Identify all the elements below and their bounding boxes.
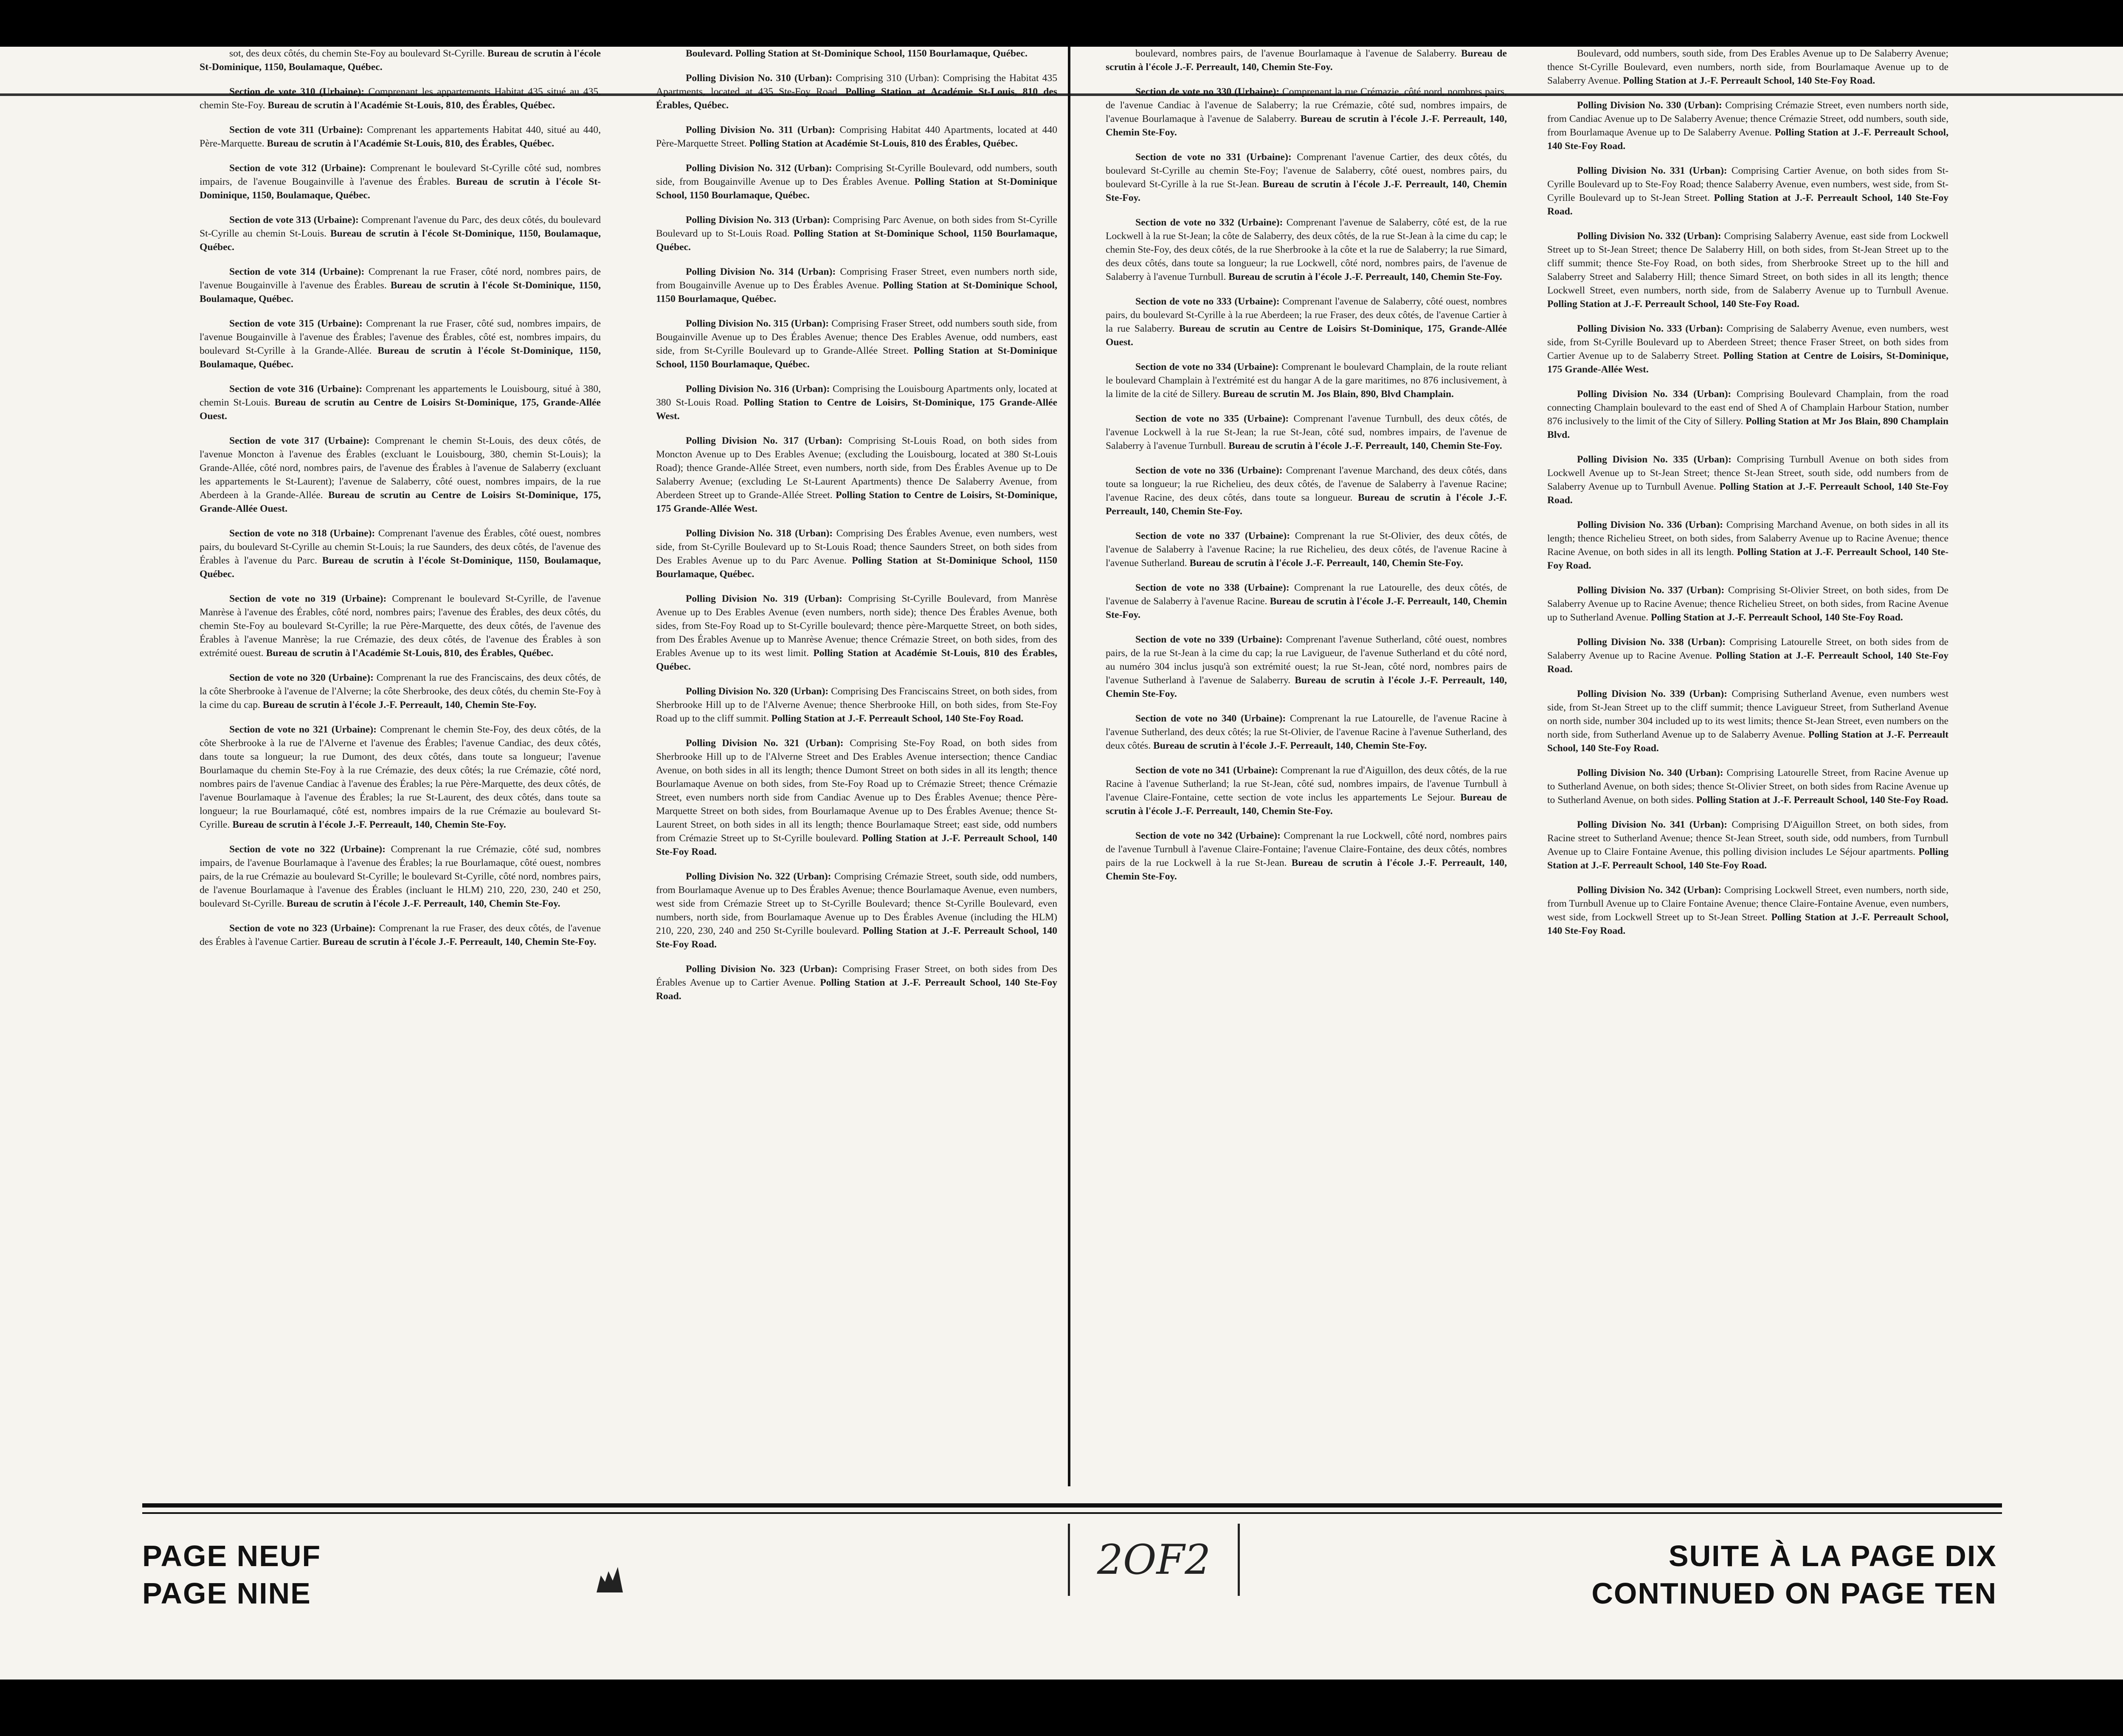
division-heading: Section de vote no 340 (Urbaine): — [1135, 713, 1286, 724]
division-paragraph — [656, 870, 1057, 951]
polling-station: Bureau de scrutin à l'école J.-F. Perreault, 140, Chemin Ste-Foy. — [1153, 740, 1427, 751]
division-paragraph — [1106, 47, 1507, 74]
division-heading: Section de vote no 341 (Urbaine): — [1135, 765, 1278, 776]
division-paragraph — [1547, 164, 1948, 218]
division-heading: Polling Division No. 319 (Urban): — [686, 593, 842, 604]
division-heading: Section de vote no 332 (Urbaine): — [1135, 217, 1283, 228]
polling-station: Polling Station at J.-F. Perreault School, 140 Ste-Foy Road. — [1623, 75, 1875, 86]
polling-station: Bureau de scrutin au Centre de Loisirs St-Dominique, 175, Grande-Allée Ouest. — [200, 397, 601, 422]
polling-station: Bureau de scrutin à l'école St-Dominique, 1150, Boulamaque, Québec. — [200, 48, 601, 73]
polling-station: Polling Station at Académie St-Louis, 810 des Érables, Québec. — [656, 86, 1057, 111]
division-heading: Polling Division No. 312 (Urban): — [686, 163, 832, 174]
polling-station: Polling Station at St-Dominique School, 1150 Bourlamaque, Québec. — [656, 176, 1057, 201]
polling-station: Polling Station at J.-F. Perreault School, 140 Ste-Foy Road. — [656, 977, 1057, 1002]
page-number-english: PAGE NINE — [142, 1577, 311, 1610]
polling-station: Boulevard. Polling Station at St-Dominique School, 1150 Bourlamaque, Québec. — [686, 48, 1028, 59]
division-heading: Section de vote no 322 (Urbaine): — [229, 844, 386, 855]
division-heading: Polling Division No. 336 (Urban): — [1577, 519, 1723, 530]
division-description: Comprising St-Cyrille Boulevard, from Manrèse Avenue up to Des Erables Avenue (even numbers, north side); thence Des Érables Avenue, both sides, from Ste-Foy Road up to St-Cyrille boulevard; thence père-Marquette Street, on both sides, from Des Érables Avenue up to Manrèse Avenue; thence Crémazie Street, on both sides, from des Erables Avenue up to its west limit. — [656, 593, 1057, 659]
division-description: Comprenant la rue des Franciscains, des deux côtés, de la côte Sherbrooke à l'avenue de l'Alverne; la côte Sherbrooke, des deux côtés, du chemin Ste-Foy à la cime du cap. — [200, 672, 601, 710]
division-description: Comprising Crémazie Street, south side, odd numbers, from Bourlamaque Avenue up to Des Érables Avenue; thence Bourlamaque Avenue, even numbers, west side from Crémazie Street up to St-Cyrille Boulevard; thence St-Cyrille Boulevard, even numbers, north side, from Bourlamaque Avenue up to Des Érables Avenue (including the HLM) 210, 220, 230, 240 and 250 St-Cyrille boulevard. — [656, 871, 1057, 936]
polling-station: Polling Station at St-Dominique School, 1150 Bourlamaque, Québec. — [656, 228, 1057, 253]
division-heading: Section de vote no 331 (Urbaine): — [1135, 152, 1292, 163]
division-heading: Polling Division No. 334 (Urban): — [1577, 389, 1732, 400]
division-heading: Section de vote 314 (Urbaine): — [229, 266, 365, 277]
division-description: Comprenant la rue Latourelle, de l'avenue Racine à l'avenue Sutherland, des deux côtés; la rue St-Olivier, de l'avenue Racine à l'avenue Sutherland, des deux côtés. — [1106, 713, 1507, 751]
polling-station: Bureau de scrutin à l'école J.-F. Perreault, 140, Chemin Ste-Foy. — [1228, 271, 1502, 282]
division-paragraph — [1547, 518, 1948, 572]
division-description: Comprising Ste-Foy Road, on both sides from Sherbrooke Hill up to de l'Alverne Street and Des Erables Avenue intersection; thence Candiac Avenue, on both sides in all its length; thence Dumont Street on both sides in all its length; thence Bourlamaque Avenue on both sides, from Ste-Foy Road up to Crémazie Street; thence Crémazie Street, even numbers north side from Candiac Avenue up to Des Érables Avenue; thence Père-Marquette Street on both sides, from Bourlamaque Avenue up to Des Érables Avenue; thence St-Laurent Street, on both sides in all its length; thence Bourlamaque Street; east side, odd numbers from Crémazie Street up to St-Cyrille boulevard. — [656, 738, 1057, 844]
division-description: Comprenant l'avenue de Salaberry, côté est, de la rue Lockwell à la rue St-Jean; la côte de Salaberry, des deux côtés, de la rue St-Jean à la cime du cap; le chemin Ste-Foy, des deux côtés, de la rue Sherbrooke à la côte et la rue de Salaberry; la rue Simard, des deux côtés, dans toute sa longueur; la rue Lockwell, côté nord, nombres pairs, de l'avenue de Salaberry à l'avenue Turnbull. — [1106, 217, 1507, 282]
division-heading: Section de vote no 337 (Urbaine): — [1135, 530, 1290, 541]
division-description: Comprenant l'avenue des Érables, côté ouest, nombres pairs, du boulevard St-Cyrille au chemin St-Louis; la rue Saunders, des deux côtés, de l'avenue des Érables à l'avenue du Parc. — [200, 528, 601, 566]
division-paragraph — [1106, 829, 1507, 883]
polling-station: Bureau de scrutin à l'école J.-F. Perreault, 140, Chemin Ste-Foy. — [287, 898, 560, 909]
division-paragraph — [200, 123, 601, 150]
polling-station: Bureau de scrutin à l'école St-Dominique, 1150, Boulamaque, Québec. — [200, 228, 601, 253]
division-heading: Polling Division No. 321 (Urban): — [686, 738, 844, 749]
division-paragraph — [656, 71, 1057, 112]
division-paragraph — [200, 265, 601, 306]
footer-rule-thin — [142, 1512, 2002, 1514]
division-description: Comprising Fraser Street, odd numbers south side, from Bougainville Avenue up to Des Érables Avenue; thence Des Erables Avenue, odd numbers, east side, from St-Cyrille Boulevard up to Grande-Allée Street. — [656, 318, 1057, 356]
division-description: Comprising Crémazie Street, even numbers north side, from Candiac Avenue up to De Salaberry Avenue; thence Crémazie Street, odd numbers, south side, from Bourlamaque Avenue up to De Salaberry Avenue. — [1547, 100, 1948, 138]
division-heading: Section de vote 315 (Urbaine): — [229, 318, 363, 329]
column-divider — [1068, 47, 1070, 1486]
division-description: Comprenant l'avenue du Parc, des deux côtés, du boulevard St-Cyrille au chemin St-Louis. — [200, 214, 601, 239]
division-heading: Polling Division No. 311 (Urban): — [686, 124, 836, 135]
polling-station: Bureau de scrutin à l'école J.-F. Perreault, 140, Chemin Ste-Foy. — [232, 819, 506, 830]
division-heading: Section de vote no 319 (Urbaine): — [229, 593, 387, 604]
column-english-left — [656, 47, 1057, 1491]
division-paragraph — [656, 736, 1057, 859]
division-description: Comprising Habitat 440 Apartments, located at 440 Père-Marquette Street. — [656, 124, 1057, 149]
division-paragraph — [656, 317, 1057, 371]
polling-station: Polling Station at J.-F. Perreault School, 140 Ste-Foy Road. — [1547, 547, 1948, 571]
page-number-french: PAGE NEUF — [142, 1539, 321, 1573]
division-description: Comprising Lockwell Street, even numbers, north side, from Turnbull Avenue up to Claire Fontaine Avenue; thence Claire-Fontaine Avenue, even numbers, west side, from Lockwell Street up to St-Jean Street. — [1547, 885, 1948, 923]
polling-station: Polling Station at J.-F. Perreault School, 140 Ste-Foy Road. — [656, 833, 1057, 857]
division-paragraph — [1106, 295, 1507, 349]
column-french-right — [1106, 47, 1507, 1491]
division-description: Comprising the Louisbourg Apartments only, located at 380 St-Louis Road. — [656, 383, 1057, 408]
polling-station: Bureau de scrutin M. Jos Blain, 890, Blvd Champlain. — [1223, 389, 1454, 400]
polling-station: Bureau de scrutin à l'école J.-F. Perreault, 140, Chemin Ste-Foy. — [1106, 857, 1507, 882]
polling-station: Bureau de scrutin au Centre de Loisirs St-Dominique, 175, Grande-Allée Ouest. — [1106, 323, 1507, 348]
polling-station: Bureau de scrutin à l'école J.-F. Perreault, 140, Chemin Ste-Foy. — [1106, 113, 1507, 138]
continued-french: SUITE À LA PAGE DIX — [1668, 1539, 1997, 1573]
division-description: Comprenant la rue Latourelle, des deux côtés, de l'avenue de Salaberry à l'avenue Racine. — [1106, 582, 1507, 607]
polling-station: Polling Station at Académie St-Louis, 810 des Érables, Québec. — [656, 648, 1057, 672]
page-number-block — [142, 1537, 321, 1612]
polling-station: Bureau de scrutin à l'école St-Dominique, 1150, Boulamaque, Québec. — [200, 176, 601, 201]
division-paragraph — [656, 592, 1057, 674]
division-heading: Polling Division No. 313 (Urban): — [686, 214, 830, 225]
reel-stamp: 2OF2 — [1068, 1524, 1240, 1596]
division-description: Comprenant l'avenue de Salaberry, côté ouest, nombres pairs, du boulevard St-Cyrille à la rue Aberdeen; la rue Fraser, des deux côtés, de l'avenue Cartier à la rue Salaberry. — [1106, 296, 1507, 334]
continued-notice — [1591, 1537, 1997, 1612]
division-heading: Polling Division No. 332 (Urban): — [1577, 231, 1721, 242]
division-paragraph — [200, 723, 601, 831]
division-paragraph — [200, 213, 601, 254]
polling-station: Polling Station at J.-F. Perreault School, 140 Ste-Foy Road. — [1547, 650, 1948, 675]
division-description: Comprenant le boulevard St-Cyrille, de l'avenue Manrèse à l'avenue des Érables, côté nord, nombres pairs; l'avenue des Érables, des deux côtés, du chemin Ste-Foy au boulevard St-Cyrille; la rue Père-Marquette, des deux côtés, de l'avenue des Érables à l'avenue Manrèse; la rue Crémazie, des deux côtés, de l'avenue des Érables à son extrémité ouest. — [200, 593, 601, 659]
division-paragraph — [200, 382, 601, 423]
polling-station: Polling Station at J.-F. Perreault School, 140 Ste-Foy Road. — [1696, 795, 1948, 806]
division-description: Comprenant l'avenue Sutherland, côté ouest, nombres pairs, de la rue St-Jean à la cime du cap; la rue Lavigueur, de l'avenue Sutherland et du côté nord, au numéro 304 inclus jusqu'à son extrémité ouest; la rue St-Jean, côté nord, nombres pairs de l'avenue Sutherland à l'avenue de Salaberry. — [1106, 634, 1507, 686]
polling-station: Bureau de scrutin à l'école St-Dominique, 1150, Boulamaque, Québec. — [200, 555, 601, 580]
division-paragraph — [200, 317, 601, 371]
polling-station: Bureau de scrutin à l'école J.-F. Perreault, 140, Chemin Ste-Foy. — [1106, 492, 1507, 517]
division-description: Comprenant les appartements Habitat 440, situé au 440, Père-Marquette. — [200, 124, 601, 149]
division-paragraph — [200, 527, 601, 581]
division-description: Comprenant le boulevard St-Cyrille côté sud, nombres impairs, de l'avenue Bougainville à l'avenue des Érables. — [200, 163, 601, 187]
division-paragraph — [1547, 635, 1948, 676]
division-description: Comprising Latourelle Street, from Racine Avenue up to Sutherland Avenue, on both sides; thence St-Olivier Street, on both sides from Racine Avenue up to Sutherland Avenue, on both sides. — [1547, 767, 1948, 806]
division-heading: Section de vote no 323 (Urbaine): — [229, 923, 376, 934]
division-description: Comprenant la rue Fraser, des deux côtés, de l'avenue des Érables à l'avenue Cartier. — [200, 923, 601, 947]
polling-station: Polling Station at Mr Jos Blain, 890 Champlain Blvd. — [1547, 416, 1948, 440]
division-description: Comprenant la rue d'Aiguillon, des deux côtés, de la rue Racine à l'avenue Sutherland; la rue St-Jean, côté sud, nombres impairs, de l'avenue Turnbull à l'avenue Claire-Fontaine, cette section de vote inclus les appartements Le Sejour. — [1106, 765, 1507, 803]
polling-station: Polling Station at J.-F. Perreault School, 140 Ste-Foy Road. — [656, 925, 1057, 950]
division-heading: Polling Division No. 339 (Urban): — [1577, 688, 1728, 699]
polling-station: Polling Station at St-Dominique School, 1150 Bourlamaque, Québec. — [656, 345, 1057, 370]
polling-station: Polling Station at J.-F. Perreault School, 140 Ste-Foy Road. — [1547, 729, 1948, 754]
polling-station: Polling Station at J.-F. Perreault School, 140 Ste-Foy Road. — [1547, 192, 1948, 217]
division-paragraph — [1106, 764, 1507, 818]
division-paragraph — [656, 962, 1057, 1003]
division-description: Comprenant le chemin Ste-Foy, des deux côtés, de la côte Sherbrooke à la rue de l'Alverne et l'avenue des Érables; l'avenue Candiac, des deux côtés, dans toute sa longueur; la rue Dumont, des deux côtés, dans toute sa longueur; l'avenue Bourlamaque du chemin Ste-Foy à la rue Crémazie, des deux côtés; la rue Crémazie, côté nord, nombres pairs de l'avenue Candiac à l'avenue des Érables; la rue Père-Marquette, des deux côtés, de l'avenue Bourlamaque à l'avenue des Érables; la rue St-Laurent, des deux côtés, dans toute sa longueur; la rue Bourlamaqué, côté est, nombres impairs de la rue Crémazie au boulevard St-Cyrille. — [200, 724, 601, 830]
polling-station: Polling Station at J.-F. Perreault School, 140 Ste-Foy Road. — [1547, 912, 1948, 936]
division-description: Comprising St-Cyrille Boulevard, odd numbers, south side, from Bougainville Avenue up to Des Érables Avenue. — [656, 163, 1057, 187]
division-heading: Section de vote no 342 (Urbaine): — [1135, 830, 1281, 841]
polling-station: Bureau de scrutin à l'école J.-F. Perreault, 140, Chemin Ste-Foy. — [1106, 675, 1507, 699]
division-description: Comprenant la rue Fraser, côté sud, nombres impairs, de l'avenue Bougainville à l'avenue des Érables; l'avenue des Érables, côté est, nombres impairs, du boulevard St-Cyrille à la Grande-Allée. — [200, 318, 601, 356]
division-paragraph — [656, 527, 1057, 581]
division-heading: Polling Division No. 335 (Urban): — [1577, 454, 1732, 465]
division-heading: Section de vote 317 (Urbaine): — [229, 435, 370, 446]
division-paragraph — [1106, 85, 1507, 139]
division-description: boulevard, nombres pairs, de l'avenue Bourlamaque à l'avenue de Salaberry. — [1135, 48, 1461, 59]
division-description: Comprenant la rue Crémazie, côté sud, nombres impairs, de l'avenue Bourlamaque à l'avenue des Érables; la rue Bourlamaque, côté ouest, nombres pairs, de la rue Crémazie au boulevard St-Cyrille; le boulevard St-Cyrille, côté nord, nombres pairs, de l'avenue Bourlamaque à l'avenue des Érables (incluant le HLM) 210, 220, 230, 240 et 250, boulevard St-Cyrille. — [200, 844, 601, 909]
division-description: Comprising Fraser Street, on both sides from Des Érables Avenue up to Cartier Avenue. — [656, 964, 1057, 988]
column-english-right — [1547, 47, 1948, 1491]
division-description: Comprenant l'avenue Cartier, des deux côtés, du boulevard St-Cyrille au chemin Ste-Foy; l'avenue de Salaberry, côté ouest, nombres pairs, du boulevard St-Cyrille à la rue St-Jean. — [1106, 152, 1507, 190]
division-paragraph — [1547, 687, 1948, 755]
division-description: Comprising St-Olivier Street, on both sides, from De Salaberry Avenue up to Racine Avenue; thence Richelieu Street, on both sides, from Racine Avenue up to Sutherland Avenue. — [1547, 585, 1948, 623]
division-description: sot, des deux côtés, du chemin Ste-Foy au boulevard St-Cyrille. — [229, 48, 487, 59]
footer-rule-thick — [142, 1503, 2002, 1508]
division-paragraph — [200, 161, 601, 202]
division-description: Comprising 310 (Urban): Comprising the Habitat 435 Apartments, located at 435 Ste-Foy Road. — [656, 73, 1057, 97]
polling-station: Bureau de scrutin à l'Académie St-Louis, 810, des Érables, Québec. — [266, 648, 554, 659]
division-heading: Section de vote no 339 (Urbaine): — [1135, 634, 1283, 645]
polling-station: Polling Station at J.-F. Perreault School, 140 Ste-Foy Road. — [1547, 299, 1799, 310]
division-paragraph — [200, 85, 601, 112]
division-paragraph — [656, 382, 1057, 423]
division-description: Boulevard, odd numbers, south side, from Des Erables Avenue up to De Salaberry Avenue; thence St-Cyrille Boulevard, even numbers, north side, from Bourlamaque Avenue up to de Salaberry Avenue. — [1547, 48, 1948, 86]
division-paragraph — [656, 265, 1057, 306]
polling-station: Polling Station to Centre de Loisirs, St-Dominique, 175 Grande-Allée West. — [656, 490, 1057, 514]
continued-english: CONTINUED ON PAGE TEN — [1591, 1577, 1997, 1610]
division-paragraph — [1547, 583, 1948, 624]
animal-logo-icon — [592, 1558, 626, 1597]
division-heading: Polling Division No. 317 (Urban): — [686, 435, 843, 446]
division-description: Comprising Fraser Street, even numbers north side, from Bougainville Avenue up to Des Érables Avenue. — [656, 266, 1057, 291]
division-heading: Polling Division No. 338 (Urban): — [1577, 637, 1726, 648]
division-description: Comprising Turnbull Avenue on both sides from Lockwell Avenue up to St-Jean Street; thence St-Jean Street, south side, odd numbers from de Salaberry Avenue up to Turnbull Avenue. — [1547, 454, 1948, 492]
division-paragraph — [656, 47, 1057, 60]
division-paragraph — [1547, 322, 1948, 376]
polling-station: Polling Station at J.-F. Perreault School, 140 Ste-Foy Road. — [1650, 612, 1903, 623]
polling-station: Bureau de scrutin à l'école St-Dominique, 1150, Boulamaque, Québec. — [200, 280, 601, 304]
newspaper-page — [0, 47, 2123, 1680]
division-paragraph — [656, 123, 1057, 150]
division-paragraph — [656, 213, 1057, 254]
division-paragraph — [1547, 229, 1948, 311]
division-heading: Polling Division No. 322 (Urban): — [686, 871, 831, 882]
division-heading: Section de vote no 336 (Urbaine): — [1135, 465, 1283, 476]
division-paragraph — [200, 434, 601, 516]
division-paragraph — [200, 47, 601, 74]
division-description: Comprenant la rue Lockwell, côté nord, nombres pairs de l'avenue Turnbull à l'avenue Claire-Fontaine; l'avenue Claire-Fontaine, des deux côtés, nombres pairs de la rue Lockwell à la rue St-Jean. — [1106, 830, 1507, 868]
division-heading: Section de vote 311 (Urbaine): — [229, 124, 363, 135]
division-description: Comprising Latourelle Street, on both sides from de Salaberry Avenue up to Racine Avenue. — [1547, 637, 1948, 661]
division-paragraph — [1547, 766, 1948, 807]
division-paragraph — [1547, 47, 1948, 87]
division-description: Comprenant les appartements le Louisbourg, situé à 380, chemin St-Louis. — [200, 383, 601, 408]
division-paragraph — [1547, 883, 1948, 938]
division-heading: Polling Division No. 323 (Urban): — [686, 964, 838, 975]
division-paragraph — [656, 434, 1057, 516]
polling-station: Bureau de scrutin à l'école St-Dominique, 1150, Boulamaque, Québec. — [200, 345, 601, 370]
division-heading: Section de vote 312 (Urbaine): — [229, 163, 366, 174]
polling-station: Polling Station at J.-F. Perreault School, 140 Ste-Foy Road. — [1547, 127, 1948, 152]
column-french-left — [200, 47, 601, 1491]
division-description: Comprenant l'avenue Turnbull, des deux côtés, de l'avenue Lockwell à la rue St-Jean; la rue St-Jean, côté sud, nombres impairs, de l'avenue de Salaberry à l'avenue Turnbull. — [1106, 413, 1507, 451]
division-heading: Polling Division No. 315 (Urban): — [686, 318, 829, 329]
division-description: Comprising de Salaberry Avenue, even numbers, west side, from St-Cyrille Boulevard up to Aberdeen Street; thence Fraser Street, on both sides from Cartier Avenue up to de Salaberry Street. — [1547, 323, 1948, 361]
division-heading: Section de vote no 321 (Urbaine): — [229, 724, 377, 735]
division-heading: Polling Division No. 320 (Urban): — [686, 686, 829, 697]
division-heading: Polling Division No. 318 (Urban): — [686, 528, 833, 539]
division-heading: Section de vote no 334 (Urbaine): — [1135, 361, 1279, 372]
polling-station: Bureau de scrutin à l'école J.-F. Perreault, 140, Chemin Ste-Foy. — [262, 699, 537, 710]
division-description: Comprising Cartier Avenue, on both sides from St-Cyrille Boulevard up to Ste-Foy Road; thence Salaberry Avenue, even numbers, west side, from St-Cyrille Boulevard up to St-Jean Street. — [1547, 165, 1948, 203]
division-heading: Section de vote no 320 (Urbaine): — [229, 672, 374, 683]
polling-station: Polling Station at Académie St-Louis, 810 des Érables, Québec. — [749, 138, 1018, 149]
division-description: Comprenant la rue Fraser, côté nord, nombres pairs, de l'avenue Bougainville à l'avenue des Érables. — [200, 266, 601, 291]
polling-station: Bureau de scrutin à l'école J.-F. Perreault, 140, Chemin Ste-Foy. — [1228, 440, 1502, 451]
division-heading: Section de vote no 330 (Urbaine): — [1135, 86, 1280, 97]
polling-station: Polling Station at St-Dominique School, 1150 Bourlamaque, Québec. — [656, 555, 1057, 580]
division-paragraph — [1547, 453, 1948, 507]
division-paragraph — [1106, 633, 1507, 701]
division-description: Comprenant les appartements Habitat 435 situé au 435, chemin Ste-Foy. — [200, 86, 601, 111]
division-heading: Polling Division No. 337 (Urban): — [1577, 585, 1725, 596]
polling-station: Bureau de scrutin à l'école J.-F. Perreault, 140, Chemin Ste-Foy. — [322, 936, 597, 947]
division-paragraph — [1106, 150, 1507, 205]
division-description: Comprenant la rue Crémazie, côté nord, nombres pairs, de l'avenue Candiac à l'avenue de Salaberry; la rue Crémazie, côté sud, nombres impairs, de l'avenue Bourlamaque à l'avenue de Salaberry. — [1106, 86, 1507, 124]
division-description: Comprising Parc Avenue, on both sides from St-Cyrille Boulevard up to St-Louis Road. — [656, 214, 1057, 239]
division-heading: Polling Division No. 310 (Urban): — [686, 73, 833, 84]
polling-station: Bureau de scrutin au Centre de Loisirs St-Dominique, 175, Grande-Allée Ouest. — [200, 490, 601, 514]
division-paragraph — [1106, 529, 1507, 570]
division-heading: Polling Division No. 340 (Urban): — [1577, 767, 1723, 778]
division-paragraph — [656, 685, 1057, 725]
division-paragraph — [1547, 818, 1948, 872]
polling-station: Polling Station at J.-F. Perreault School, 140 Ste-Foy Road. — [1547, 481, 1948, 506]
division-heading: Polling Division No. 316 (Urban): — [686, 383, 830, 395]
polling-station: Polling Station at Centre de Loisirs, St-Dominique, 175 Grande-Allée West. — [1547, 350, 1948, 375]
division-paragraph — [1547, 99, 1948, 153]
division-description: Comprenant le boulevard Champlain, de la route reliant le boulevard Champlain à l'extrémité est du hangar A de la gare maritimes, no 876 inclusivement, à la limite de la cité de Sillery. — [1106, 361, 1507, 400]
division-heading: Section de vote no 338 (Urbaine): — [1135, 582, 1290, 593]
division-description: Comprising Sutherland Avenue, even numbers west side, from St-Jean Street up to the cliff summit; thence Lavigueur Street, from Sutherland Avenue on north side, number 304 included up to its west limits; thence St-Jean Street, even numbers on the north side, from Sutherland Avenue up to de Salaberry Avenue. — [1547, 688, 1948, 740]
division-heading: Section de vote no 333 (Urbaine): — [1135, 296, 1280, 307]
division-paragraph — [1106, 360, 1507, 401]
division-heading: Section de vote no 335 (Urbaine): — [1135, 413, 1289, 424]
division-description: Comprising Marchand Avenue, on both sides in all its length; thence Richelieu Street, on both sides, from Salaberry Avenue up to Racine Avenue; thence Racine Avenue, on both sides in all its length. — [1547, 519, 1948, 558]
division-description: Comprising St-Louis Road, on both sides from Moncton Avenue up to Des Erables Avenue; (excluding the Louisbourg, located at 380 St-Louis Road); thence Grande-Allée Street, even numbers, north side, from Des Érables Avenue up to De Salaberry Avenue; (excluding Le St-Laurent Apartments) thence De Salaberry Avenue, from Aberdeen Street up to Grande-Allée Street. — [656, 435, 1057, 501]
division-heading: Section de vote 313 (Urbaine): — [229, 214, 359, 225]
division-paragraph — [1106, 581, 1507, 622]
division-paragraph — [1106, 712, 1507, 752]
polling-station: Bureau de scrutin à l'Académie St-Louis, 810, des Érables, Québec. — [267, 138, 555, 149]
division-paragraph — [200, 671, 601, 712]
division-paragraph — [200, 922, 601, 949]
polling-station: Polling Station at J.-F. Perreault School, 140 Ste-Foy Road. — [1547, 846, 1948, 871]
polling-station: Polling Station at J.-F. Perreault School, 140 Ste-Foy Road. — [771, 713, 1024, 724]
polling-station: Bureau de scrutin à l'Académie St-Louis, 810, des Érables, Québec. — [267, 100, 555, 111]
polling-station: Polling Station to Centre de Loisirs, St-Dominique, 175 Grande-Allée West. — [656, 397, 1057, 422]
polling-station: Bureau de scrutin à l'école J.-F. Perreault, 140, Chemin Ste-Foy. — [1106, 48, 1507, 73]
division-paragraph — [1106, 412, 1507, 453]
division-description: Comprising Des Franciscains Street, on both sides, from Sherbrooke Hill up to de l'Alverne Avenue; thence Sherbrooke Hill, on both sides, from Ste-Foy Road up to the cliff summit. — [656, 686, 1057, 724]
division-heading: Polling Division No. 330 (Urban): — [1577, 100, 1722, 111]
division-paragraph — [1106, 464, 1507, 518]
division-description: Comprising Salaberry Avenue, east side from Lockwell Street up to St-Jean Street; thence De Salaberry Hill, on both sides, from St-Jean Street up to the cliff summit; thence Ste-Foy Road, on both sides, from Sherbrooke Street up to the hill and Salaberry Street and Salaberry Hill; thence Simard Street, on both sides in all its length; thence Lockwell Street, even numbers, north side, from de Salaberry Avenue up to Turnbull Avenue. — [1547, 231, 1948, 296]
division-description: Comprenant la rue St-Olivier, des deux côtés, de l'avenue de Salaberry à l'avenue Racine; la rue Richelieu, des deux côtés, de l'avenue Racine à l'avenue Sutherland. — [1106, 530, 1507, 569]
division-heading: Polling Division No. 342 (Urban): — [1577, 885, 1722, 896]
polling-station: Bureau de scrutin à l'école J.-F. Perreault, 140, Chemin Ste-Foy. — [1106, 596, 1507, 620]
division-paragraph — [656, 161, 1057, 202]
division-description: Comprenant le chemin St-Louis, des deux côtés, de l'avenue Moncton à l'avenue des Érables (excluant le Louisbourg, 380, chemin St-Louis); la Grande-Allée, côté nord, nombres pairs, de l'avenue des Érables à l'avenue de Salaberry (excluant les appartements le St-Laurent); l'avenue de Salaberry, côté ouest, nombres impairs, de la rue Aberdeen à la Grande-Allée. — [200, 435, 601, 501]
division-heading: Polling Division No. 333 (Urban): — [1577, 323, 1723, 334]
division-heading: Section de vote 310 (Urbaine): — [229, 86, 365, 97]
division-paragraph — [1106, 216, 1507, 284]
division-description: Comprising Des Érables Avenue, even numbers, west side, from St-Cyrille Boulevard up to St-Louis Road; thence Saunders Street, on both sides from Des Erables Avenue up to du Parc Avenue. — [656, 528, 1057, 566]
division-heading: Polling Division No. 331 (Urban): — [1577, 165, 1727, 176]
division-heading: Section de vote 316 (Urbaine): — [229, 383, 363, 395]
division-heading: Polling Division No. 314 (Urban): — [686, 266, 836, 277]
division-heading: Polling Division No. 341 (Urban): — [1577, 819, 1728, 830]
division-paragraph — [1547, 387, 1948, 442]
division-paragraph — [200, 843, 601, 910]
division-description: Comprising Boulevard Champlain, from the road connecting Champlain boulevard to the east end of Shed A of Champlain Harbour Station, number 876 inclusively to the limit of the City of Sillery. — [1547, 389, 1948, 427]
polling-station: Bureau de scrutin à l'école J.-F. Perreault, 140, Chemin Ste-Foy. — [1189, 558, 1463, 569]
polling-station: Bureau de scrutin à l'école J.-F. Perreault, 140, Chemin Ste-Foy. — [1106, 179, 1507, 203]
polling-station: Polling Station at St-Dominique School, 1150 Bourlamaque, Québec. — [656, 280, 1057, 304]
division-heading: Section de vote no 318 (Urbaine): — [229, 528, 375, 539]
polling-station: Bureau de scrutin à l'école J.-F. Perreault, 140, Chemin Ste-Foy. — [1106, 792, 1507, 817]
division-description: Comprising D'Aiguillon Street, on both sides, from Racine street to Sutherland Avenue; thence St-Jean Street, south side, odd numbers, from Turnbull Avenue up to Claire Fontaine Avenue, this polling division includes Le Séjour apartments. — [1547, 819, 1948, 857]
division-description: Comprenant l'avenue Marchand, des deux côtés, dans toute sa longueur; la rue Richelieu, des deux côtés, de l'avenue de Salaberry à l'avenue Racine; l'avenue Racine, des deux côtés, dans toute sa longueur. — [1106, 465, 1507, 503]
division-paragraph — [200, 592, 601, 660]
